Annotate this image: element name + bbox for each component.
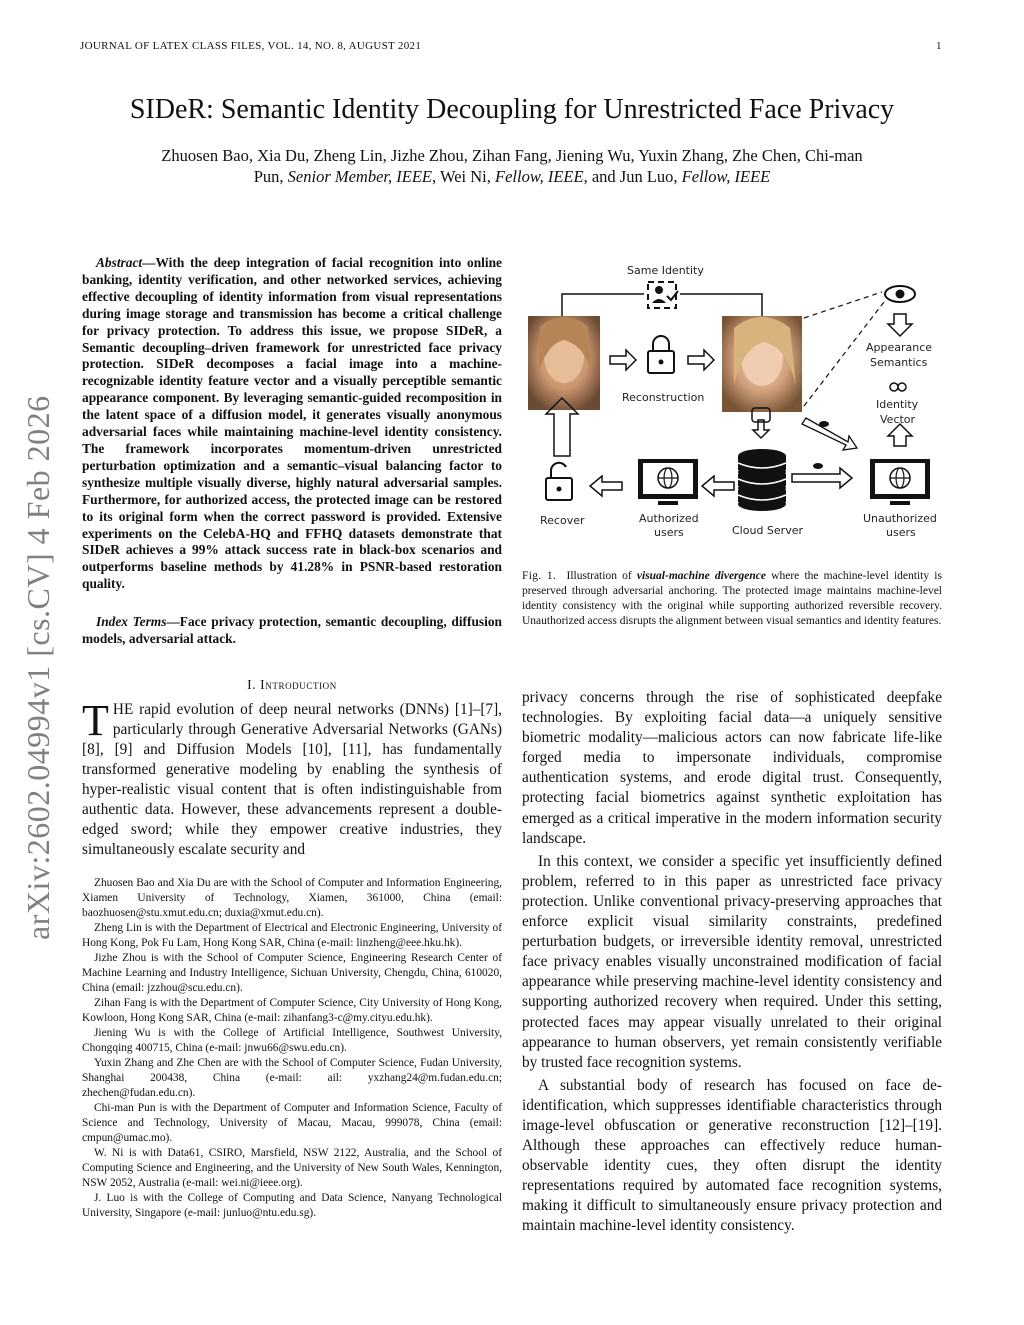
unlock-icon [546,463,572,500]
footnote: Zihan Fang is with the Department of Computer Science, City University of Hong Kong, Kowloon, Hong Kong SAR, China (e-mail: zihanfang3-c@my.cityu.edu.hk). [82,997,502,1024]
arrow-left [590,476,622,496]
identity-vector-icon [890,383,906,391]
mask-icon [813,463,823,469]
footnote: Jiening Wu is with the College of Artificial Intelligence, Southwest University, Chongqing 400715, China (e-mail: jnwu66@swu.edu.cn). [82,1027,502,1054]
abstract-text: —With the deep integration of facial recognition into online banking, identity verification, and other networked services, achieving effective decoupling of identity information from visual representations during image storage and transmission has become a critical challenge for privacy protection. To address this issue, we propose SIDeR, a Semantic decoupling–driven framework for unrestricted face privacy protection. SIDeR decomposes a facial image into a machine-recognizable identity feature vector and a visually perceptible semantic appearance component. By leveraging semantic-guided recomposition in the latent space of a diffusion model, it generates visually anonymous adversarial faces while maintaining machine-level identity consistency. The framework incorporates momentum-driven unrestricted perturbation optimization and a semantic–visual balancing factor to synthesize multiple visually diverse, highly natural adversarial samples. Furthermore, for authorized access, the protected image can be restored to its original form when the correct password is provided. Extensive experiments on the CelebA-HQ and FFHQ datasets demonstrate that SIDeR achieves a 99% attack success rate in black-box scenarios and outperforms baseline methods by 41.28% in PSNR-based restoration quality. [82,255,502,592]
index-terms-text: —Face privacy protection, semantic decoupling, diffusion models, adversarial attack. [82,614,502,646]
label-cloud-server: Cloud Server [732,524,803,537]
paragraph: In this context, we consider a specific yet insufficiently defined problem, referred to in this paper as unrestricted face privacy protection. Unlike conventional privacy-preserving approaches that enforce explicit visual similarity constraints, predefined perturbation budgets, or irreversible identity removal, unrestricted face privacy enables visually unconstrained modification of facial appearance while preserving machine-level identity consistency and supporting authorized recovery when required. Under this setting, protected faces may appear visually unrelated to their original appearance to human observers, yet remain consistently verifiable by trusted face recognition systems. [522,852,942,1071]
label-unauthorized: Unauthorized [863,512,937,525]
label-authorized-users: users [654,526,684,539]
page-number: 1 [936,40,942,52]
caption-label: Fig. 1. [522,570,557,582]
label-authorized: Authorized [639,512,699,525]
lock-icon [648,336,674,373]
paragraph: A substantial body of research has focused on face de-identification, which suppresses identifiable characteristics through image-level obfuscation or generative reconstruction [12]–[19]. Although these approaches can effectively reduce human-observable identity cues, they often disrupt the identity representations required by automated face recognition systems, making it difficult to simultaneously ensure privacy protection and maintain machine-level identity consistency. [522,1076,942,1235]
arrow-right [688,350,714,370]
label-vector: Vector [880,413,916,426]
footnote: Zheng Lin is with the Department of Electrical and Electronic Engineering, University of Hong Kong, Pok Fu Lam, Hong Kong SAR, China (e-mail: linzheng@eee.hku.hk). [82,922,502,949]
authorized-monitor-icon [638,459,698,505]
body-text-right [522,688,942,1240]
label-appearance: Appearance [866,341,933,354]
eye-icon [885,286,915,302]
connector-line [680,294,762,316]
footnote: J. Luo is with the College of Computing and Data Science, Nanyang Technological University, Singapore (e-mail: junluo@ntu.edu.sg). [82,1192,502,1219]
caption-emphasis: visual-machine divergence [636,570,766,582]
footnote: Jizhe Zhou is with the School of Computer Science, Engineering Research Center of Machine Learning and Industry Intelligence, Sichuan University, Chengdu, China, 610020, China (email: jzzhou@scu.edu.cn). [82,952,502,994]
unauthorized-monitor-icon [870,459,930,505]
drop-cap: T [82,696,109,745]
authors-line-1: Zhuosen Bao, Xia Du, Zheng Lin, Jizhe Zhou, Zihan Fang, Jiening Wu, Yuxin Zhang, Zhe Chen, Chi-man [161,146,863,165]
footnote: Yuxin Zhang and Zhe Chen are with the School of Computer Science, Fudan University, Shanghai 200438, China (e-mail: ail: yxzhang24@m.fudan.edu.cn; zhechen@fudan.edu.cn). [82,1057,502,1099]
label-same-identity: Same Identity [627,264,704,277]
arxiv-stamp [20,380,60,940]
label-recover: Recover [540,514,585,527]
abstract [82,255,502,593]
figure-1 [522,256,942,546]
arrow-up [888,424,912,446]
arrow-down [888,314,912,336]
dashed-line [804,292,882,318]
author-footnotes [82,876,502,1221]
original-face-image [528,316,600,410]
author-list [90,145,934,187]
mask-icon [819,421,829,427]
index-terms-label: Index Terms [96,614,167,629]
connector-line [562,294,644,316]
abstract-label: Abstract [96,255,143,270]
label-identity: Identity [876,398,919,411]
same-identity-icon [648,282,678,308]
label-semantics: Semantics [870,356,928,369]
footnote: Chi-man Pun is with the Department of Computer and Information Science, Faculty of Science and Technology, University of Macau, Macau, 999078, China (email: cmpun@umac.mo). [82,1102,502,1144]
paragraph: privacy concerns through the rise of sophisticated deepfake technologies. By exploiting facial data—a uniquely sensitive biometric modality—malicious actors can now fabricate life-like forged media to impersonate individuals, compromise authentication systems, and erode digital trust. Consequently, protecting facial biometrics against synthetic exploitation has emerged as a critical imperative in the modern information security landscape. [522,689,942,847]
dashed-line [804,302,884,406]
footnote: W. Ni is with Data61, CSIRO, Marsfield, NSW 2122, Australia, and the School of Computing Science and Engineering, and the University of New South Wales, Kennington, NSW 2052, Australia (e-mail: wei.ni@ieee.org). [82,1147,502,1189]
arrow-left [702,476,734,496]
intro-text: HE rapid evolution of deep neural networks (DNNs) [1]–[7], particularly through Generative Adversarial Networks (GANs) [8], [9] and Diffusion Models [10], [11], has fundamentally transformed generative modeling by enabling the synthesis of hyper-realistic visual content that is often indistinguishable from authentic data. However, these advancements represent a double-edged sword; while they empower creative industries, they simultaneously escalate security and [82,701,502,858]
section-heading: I. Introduction [247,677,337,692]
upload-icon [752,408,770,438]
arrow-diagonal [802,418,857,450]
database-icon [738,449,786,511]
authors-line-2: Pun, Senior Member, IEEE, Wei Ni, Fellow, IEEE, and Jun Luo, Fellow, IEEE [253,167,771,186]
intro-paragraph [82,696,502,860]
running-header: JOURNAL OF LATEX CLASS FILES, VOL. 14, NO. 8, AUGUST 2021 [80,40,422,52]
arrow-right [610,350,636,370]
protected-face-image [722,316,802,412]
paper-title: SIDeR: Semantic Identity Decoupling for Unrestricted Face Privacy [129,94,895,125]
index-terms [82,614,502,648]
footnote: Zhuosen Bao and Xia Du are with the School of Computer and Information Engineering, Xiamen University of Technology, Xiamen, 361000, China (email: baozhuosen@stu.xmut.edu.cn; duxia@xmut.edu.cn). [82,877,502,919]
figure-caption: Fig. 1. Illustration of visual-machine divergence where the machine-level identity is preserved through adversarial anchoring. The protected image maintains machine-level identity consistency with the original while supporting authorized reversible recovery. Unauthorized access disrupts the alignment between visual semantics and identity features. [522,570,942,627]
label-unauthorized-users: users [886,526,916,539]
figure-1-diagram [522,256,942,546]
arxiv-id: arXiv:2602.04994v1 [cs.CV] 4 Feb 2026 [20,395,56,940]
arrow-right [792,468,852,488]
label-reconstruction: Reconstruction [622,391,705,404]
